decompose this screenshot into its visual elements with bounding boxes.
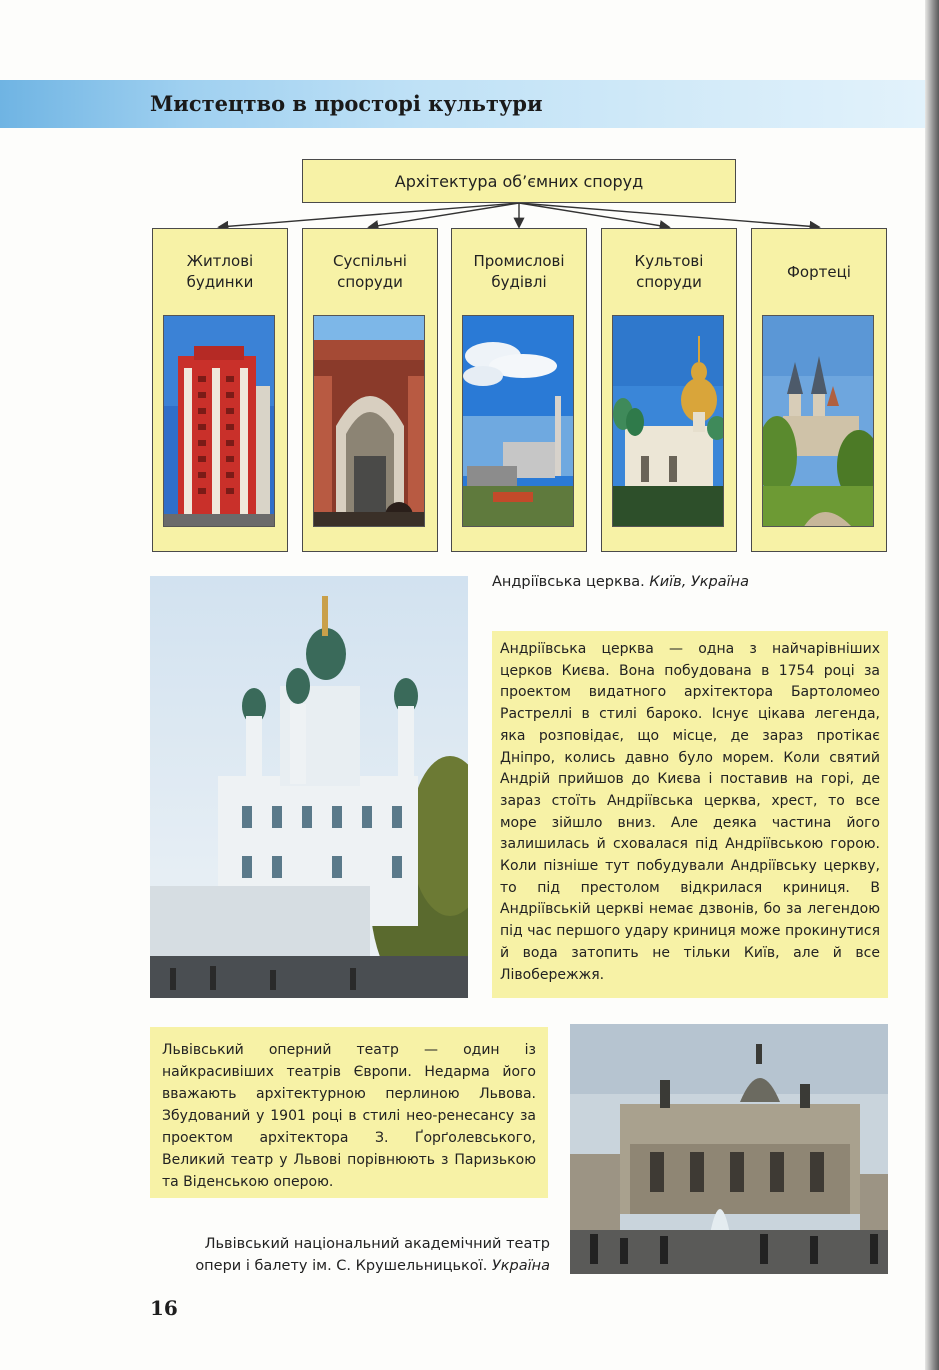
industrial-plant-photo xyxy=(462,315,574,527)
andrew-church-text: Андріївська церква — одна з найчарівніших церков Києва. Вона побудована в 1754 році за проектом видатного архітектора Бартоломео Растреллі в стилі бароко. Існує цікава легенда, яка розповідає, що місце, де зараз протікає Дніпро, колись давно було морем. Коли святий Андрій прийшов до Києва і поставив на горі, де зараз стоїть Андріївська церква, хрест, то все море зійшло вниз. Але деяка частина його залишилась й сховалася під Андріївською горою. Коли пізніше тут побудували Андріївську церкву, то під престолом відкрилася криниця. В Андріївській церкві немає дзвонів, бо за легендою під час першого удару криниця може прокинутися й вода затопить не тільки Київ, але й все Лівобережжя. xyxy=(492,631,888,998)
category-fortresses xyxy=(751,228,887,552)
lviv-opera-text: Львівський оперний театр — один із найкрасивіших театрів Європи. Недарма його вважають архітектурною перлиною Львова. Збудований у 1901 році в стилі нео-ренесансу за проектом архітектора З. Ґорґолевського, Великий театр у Львові порівнюють з Паризькою та Віденською оперою. xyxy=(150,1027,548,1198)
lviv-opera-caption xyxy=(160,1233,550,1277)
andrew-church-photo xyxy=(150,576,468,998)
category-label: Промислові будівлі xyxy=(473,252,565,291)
category-label: Фортеці xyxy=(787,262,851,281)
category-label: Суспільні споруди xyxy=(333,252,407,291)
caption-title: Андріївська церква. xyxy=(492,574,645,590)
caption-title: опери і балету ім. С. Крушельницької. xyxy=(195,1258,488,1274)
diagram-root-label: Архітектура об’ємних споруд xyxy=(394,171,644,191)
page-edge-shadow xyxy=(925,0,939,1370)
apartment-building-photo xyxy=(163,315,275,527)
category-residential xyxy=(152,228,288,552)
page-number: 16 xyxy=(150,1296,178,1320)
church-domes-photo xyxy=(612,315,724,527)
caption-line-2 xyxy=(160,1255,550,1277)
lviv-opera-photo xyxy=(570,1024,888,1274)
category-religious xyxy=(601,228,737,552)
category-label: Житлові будинки xyxy=(186,252,254,291)
andrew-church-caption xyxy=(492,574,749,590)
caption-place: Київ, Україна xyxy=(649,574,749,590)
caption-line-1: Львівський національний академічний театр xyxy=(204,1236,550,1252)
category-label: Культові споруди xyxy=(634,252,704,291)
castle-photo xyxy=(762,315,874,527)
diagram-root-box xyxy=(302,159,736,203)
public-building-arch-photo xyxy=(313,315,425,527)
category-public xyxy=(302,228,438,552)
category-industrial xyxy=(451,228,587,552)
caption-place: Україна xyxy=(491,1258,550,1274)
page-header-title: Мистецтво в просторі культури xyxy=(150,91,543,116)
